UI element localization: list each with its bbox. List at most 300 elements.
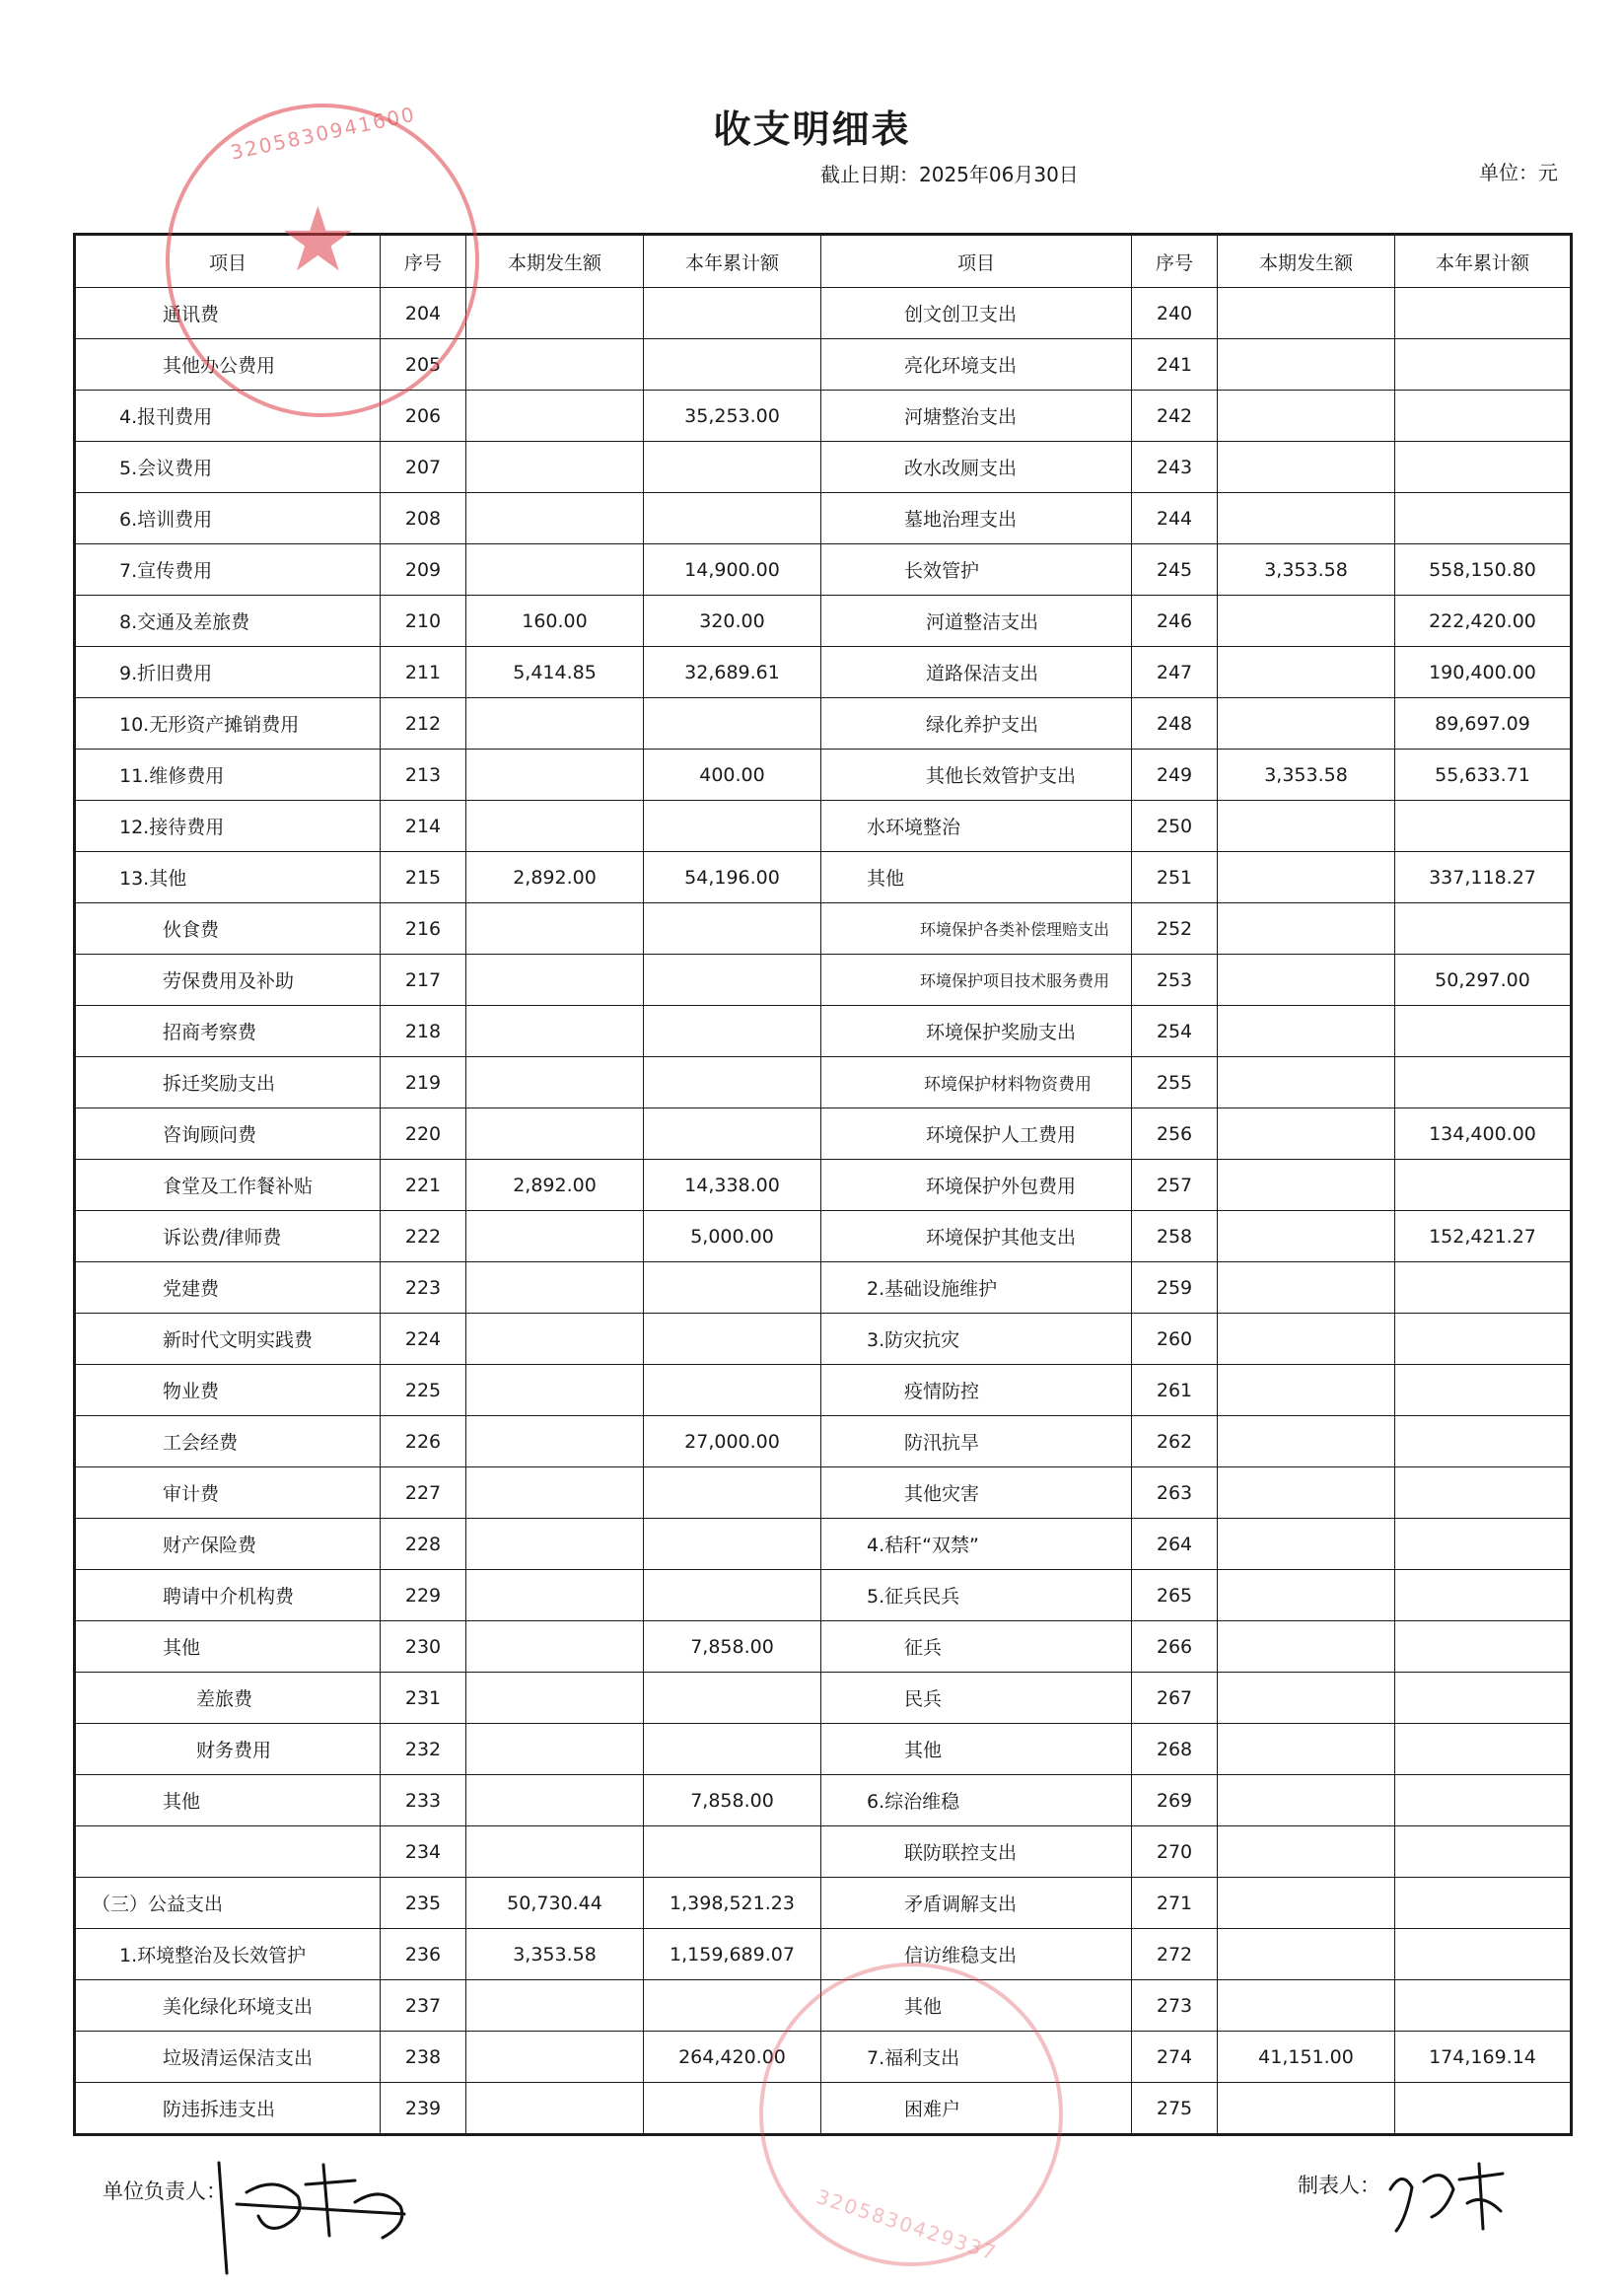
cell-item-left: 6.培训费用 (75, 493, 381, 544)
cell-item-left: 咨询顾问费 (75, 1108, 381, 1160)
cell-item-right: 防汛抗旱 (821, 1416, 1132, 1467)
cell-no-left: 217 (381, 955, 466, 1006)
cell-item-left: 财务费用 (75, 1724, 381, 1775)
cell-item-left: 5.会议费用 (75, 442, 381, 493)
cell-ytd-right (1395, 1160, 1572, 1211)
cell-current-right (1218, 1057, 1395, 1108)
cell-no-left: 205 (381, 339, 466, 391)
cell-current-right (1218, 1416, 1395, 1467)
cell-no-left: 204 (381, 288, 466, 339)
cell-current-right (1218, 852, 1395, 903)
cell-current-left: 50,730.44 (466, 1878, 644, 1929)
cell-current-left (466, 1775, 644, 1826)
cell-item-left: 新时代文明实践费 (75, 1314, 381, 1365)
cell-no-left: 232 (381, 1724, 466, 1775)
cell-ytd-left: 14,338.00 (644, 1160, 821, 1211)
cell-ytd-left: 264,420.00 (644, 2032, 821, 2083)
cell-no-left: 222 (381, 1211, 466, 1262)
seal-code-top: 3205830941600 (228, 102, 418, 165)
cell-current-right (1218, 1673, 1395, 1724)
cell-current-left (466, 1519, 644, 1570)
cell-current-right (1218, 1467, 1395, 1519)
cell-no-left: 238 (381, 2032, 466, 2083)
cell-current-left (466, 1416, 644, 1467)
header-current-left: 本期发生额 (466, 235, 644, 288)
cell-no-left: 216 (381, 903, 466, 955)
cell-ytd-left (644, 1057, 821, 1108)
cell-no-left: 237 (381, 1980, 466, 2032)
cell-no-left: 230 (381, 1621, 466, 1673)
cell-item-left: 聘请中介机构费 (75, 1570, 381, 1621)
cell-item-right: 改水改厕支出 (821, 442, 1132, 493)
header-item-right: 项目 (821, 235, 1132, 288)
table-row (75, 1211, 1572, 1262)
cell-no-left: 214 (381, 801, 466, 852)
cell-ytd-left (644, 1826, 821, 1878)
cell-ytd-right (1395, 801, 1572, 852)
table-row (75, 596, 1572, 647)
cell-item-left: 其他 (75, 1775, 381, 1826)
cell-ytd-left (644, 1314, 821, 1365)
cell-current-right: 41,151.00 (1218, 2032, 1395, 2083)
cell-current-right (1218, 1211, 1395, 1262)
cell-ytd-left (644, 442, 821, 493)
table-row (75, 1673, 1572, 1724)
table-row (75, 1262, 1572, 1314)
cell-ytd-left: 5,000.00 (644, 1211, 821, 1262)
table-row (75, 698, 1572, 750)
cell-no-left: 236 (381, 1929, 466, 1980)
table-row (75, 955, 1572, 1006)
cell-ytd-right (1395, 2083, 1572, 2135)
unit-head-label: 单位负责人： (103, 2180, 227, 2203)
cell-current-left (466, 801, 644, 852)
cell-current-left: 2,892.00 (466, 1160, 644, 1211)
cell-item-left: 10.无形资产摊销费用 (75, 698, 381, 750)
cell-current-left: 2,892.00 (466, 852, 644, 903)
cell-no-right: 259 (1132, 1262, 1218, 1314)
cell-no-right: 247 (1132, 647, 1218, 698)
cell-ytd-left (644, 1006, 821, 1057)
cell-ytd-right (1395, 1006, 1572, 1057)
cell-current-left (466, 1057, 644, 1108)
table-row (75, 1724, 1572, 1775)
cell-ytd-right: 55,633.71 (1395, 750, 1572, 801)
cell-no-right: 262 (1132, 1416, 1218, 1467)
cell-ytd-left: 14,900.00 (644, 544, 821, 596)
cell-current-left (466, 288, 644, 339)
cell-ytd-right: 190,400.00 (1395, 647, 1572, 698)
cell-ytd-left: 320.00 (644, 596, 821, 647)
table-row (75, 1878, 1572, 1929)
cell-ytd-left (644, 493, 821, 544)
cell-current-right (1218, 1570, 1395, 1621)
cell-no-right: 260 (1132, 1314, 1218, 1365)
cell-no-right: 250 (1132, 801, 1218, 852)
cell-ytd-left: 54,196.00 (644, 852, 821, 903)
cell-item-left: 13.其他 (75, 852, 381, 903)
cell-ytd-right (1395, 1621, 1572, 1673)
cell-item-left: 7.宣传费用 (75, 544, 381, 596)
cell-item-right: 信访维稳支出 (821, 1929, 1132, 1980)
cell-item-right: 6.综治维稳 (821, 1775, 1132, 1826)
cell-no-right: 269 (1132, 1775, 1218, 1826)
cell-ytd-left (644, 1108, 821, 1160)
cell-no-right: 258 (1132, 1211, 1218, 1262)
cell-ytd-right: 89,697.09 (1395, 698, 1572, 750)
cell-ytd-right (1395, 493, 1572, 544)
cell-current-right (1218, 955, 1395, 1006)
cell-item-left: 美化绿化环境支出 (75, 1980, 381, 2032)
cell-current-right (1218, 903, 1395, 955)
cell-ytd-left: 32,689.61 (644, 647, 821, 698)
cell-ytd-left: 1,159,689.07 (644, 1929, 821, 1980)
cell-ytd-left (644, 1467, 821, 1519)
cell-no-right: 265 (1132, 1570, 1218, 1621)
table-row (75, 1108, 1572, 1160)
header-row (75, 235, 1572, 288)
cell-item-right: 4.秸秆“双禁” (821, 1519, 1132, 1570)
table-row (75, 1980, 1572, 2032)
cell-item-right: 其他灾害 (821, 1467, 1132, 1519)
cell-item-left: 其他 (75, 1621, 381, 1673)
cell-item-right: 环境保护项目技术服务费用 (821, 955, 1132, 1006)
cell-current-right (1218, 339, 1395, 391)
table-row (75, 391, 1572, 442)
cell-no-right: 240 (1132, 288, 1218, 339)
cell-ytd-right (1395, 1826, 1572, 1878)
cell-item-right: 环境保护各类补偿理赔支出 (821, 903, 1132, 955)
cell-item-right: 道路保洁支出 (821, 647, 1132, 698)
cell-item-left: 食堂及工作餐补贴 (75, 1160, 381, 1211)
cell-no-right: 243 (1132, 442, 1218, 493)
cell-current-right (1218, 698, 1395, 750)
cell-current-left (466, 1570, 644, 1621)
cell-item-left: 垃圾清运保洁支出 (75, 2032, 381, 2083)
cell-item-left: 其他办公费用 (75, 339, 381, 391)
cell-ytd-left (644, 288, 821, 339)
cell-no-left: 215 (381, 852, 466, 903)
cell-item-left: 党建费 (75, 1262, 381, 1314)
cell-no-right: 242 (1132, 391, 1218, 442)
cell-current-right (1218, 1929, 1395, 1980)
cell-ytd-left (644, 1673, 821, 1724)
cell-ytd-right (1395, 1365, 1572, 1416)
cell-ytd-left (644, 1570, 821, 1621)
cell-current-left (466, 1724, 644, 1775)
cell-no-right: 257 (1132, 1160, 1218, 1211)
cell-no-right: 264 (1132, 1519, 1218, 1570)
cell-ytd-right (1395, 1314, 1572, 1365)
cell-no-left: 207 (381, 442, 466, 493)
cell-current-right (1218, 1262, 1395, 1314)
cell-item-right: 征兵 (821, 1621, 1132, 1673)
cell-current-left (466, 544, 644, 596)
cell-ytd-right (1395, 1519, 1572, 1570)
cell-item-right: 长效管护 (821, 544, 1132, 596)
cell-item-right: 环境保护其他支出 (821, 1211, 1132, 1262)
cell-current-right (1218, 801, 1395, 852)
cell-no-right: 255 (1132, 1057, 1218, 1108)
cell-item-left: 1.环境整治及长效管护 (75, 1929, 381, 1980)
cell-ytd-right (1395, 1980, 1572, 2032)
cell-current-left (466, 339, 644, 391)
table-row (75, 1775, 1572, 1826)
cell-item-right: 其他 (821, 852, 1132, 903)
cell-ytd-left: 400.00 (644, 750, 821, 801)
cell-item-right: 环境保护人工费用 (821, 1108, 1132, 1160)
cell-no-right: 248 (1132, 698, 1218, 750)
table-row (75, 1057, 1572, 1108)
cell-ytd-left (644, 903, 821, 955)
cell-current-left (466, 391, 644, 442)
table-row (75, 1416, 1572, 1467)
cell-ytd-left (644, 1980, 821, 2032)
cell-current-left (466, 1467, 644, 1519)
cell-no-right: 246 (1132, 596, 1218, 647)
cell-no-left: 220 (381, 1108, 466, 1160)
cell-ytd-left (644, 1519, 821, 1570)
cell-current-right (1218, 1160, 1395, 1211)
cell-no-right: 251 (1132, 852, 1218, 903)
cell-no-right: 254 (1132, 1006, 1218, 1057)
cell-no-left: 209 (381, 544, 466, 596)
cell-no-right: 266 (1132, 1621, 1218, 1673)
table-row (75, 1929, 1572, 1980)
cell-current-left (466, 1826, 644, 1878)
page-title: 收支明细表 (713, 107, 911, 151)
cell-no-left: 233 (381, 1775, 466, 1826)
preparer-label: 制表人： (1298, 2174, 1380, 2197)
cell-no-left: 223 (381, 1262, 466, 1314)
cell-item-right: 5.征兵民兵 (821, 1570, 1132, 1621)
cell-ytd-right (1395, 1262, 1572, 1314)
cell-ytd-right: 152,421.27 (1395, 1211, 1572, 1262)
cell-ytd-right (1395, 1673, 1572, 1724)
table-row (75, 493, 1572, 544)
cell-item-left: 防违拆违支出 (75, 2083, 381, 2135)
table-row (75, 647, 1572, 698)
cell-ytd-left (644, 339, 821, 391)
cell-no-left: 212 (381, 698, 466, 750)
cell-ytd-left: 7,858.00 (644, 1775, 821, 1826)
cell-ytd-right: 174,169.14 (1395, 2032, 1572, 2083)
cell-no-right: 244 (1132, 493, 1218, 544)
cell-item-right: 亮化环境支出 (821, 339, 1132, 391)
header-no-left: 序号 (381, 235, 466, 288)
cell-item-right: 环境保护奖励支出 (821, 1006, 1132, 1057)
cell-item-left: 劳保费用及补助 (75, 955, 381, 1006)
cell-item-right: 墓地治理支出 (821, 493, 1132, 544)
cell-no-left: 234 (381, 1826, 466, 1878)
cell-no-right: 267 (1132, 1673, 1218, 1724)
cell-current-right (1218, 1006, 1395, 1057)
cell-item-left: 工会经费 (75, 1416, 381, 1467)
seal-code-bottom: 3205830429337 (812, 2184, 1001, 2265)
header-ytd-right: 本年累计额 (1395, 235, 1572, 288)
cell-item-left: 财产保险费 (75, 1519, 381, 1570)
cell-current-right (1218, 391, 1395, 442)
cell-item-left: 差旅费 (75, 1673, 381, 1724)
cell-item-right: 河塘整治支出 (821, 391, 1132, 442)
cell-ytd-left (644, 1724, 821, 1775)
cell-no-right: 256 (1132, 1108, 1218, 1160)
cell-item-right: 7.福利支出 (821, 2032, 1132, 2083)
cell-ytd-left: 1,398,521.23 (644, 1878, 821, 1929)
cell-item-right: 矛盾调解支出 (821, 1878, 1132, 1929)
header-current-right: 本期发生额 (1218, 235, 1395, 288)
cell-current-left: 5,414.85 (466, 647, 644, 698)
cell-no-left: 210 (381, 596, 466, 647)
cell-current-right (1218, 2083, 1395, 2135)
table-row (75, 903, 1572, 955)
cell-no-right: 272 (1132, 1929, 1218, 1980)
preparer-signature (1384, 2160, 1513, 2239)
cell-item-left: 8.交通及差旅费 (75, 596, 381, 647)
unit-head-signature (207, 2145, 434, 2283)
cell-current-right (1218, 1108, 1395, 1160)
cell-item-left: 诉讼费/律师费 (75, 1211, 381, 1262)
cell-ytd-right (1395, 1929, 1572, 1980)
cell-item-left (75, 1826, 381, 1878)
cell-current-left (466, 2083, 644, 2135)
cell-current-left (466, 750, 644, 801)
table-row (75, 1826, 1572, 1878)
header-ytd-left: 本年累计额 (644, 235, 821, 288)
cell-current-left (466, 1621, 644, 1673)
cell-item-left: 审计费 (75, 1467, 381, 1519)
cell-current-right (1218, 1519, 1395, 1570)
cell-item-right: 困难户 (821, 2083, 1132, 2135)
cell-current-right (1218, 1314, 1395, 1365)
cell-no-right: 241 (1132, 339, 1218, 391)
table-row (75, 339, 1572, 391)
cell-ytd-left (644, 1365, 821, 1416)
cell-item-left: 招商考察费 (75, 1006, 381, 1057)
cell-no-left: 225 (381, 1365, 466, 1416)
cell-item-right: 疫情防控 (821, 1365, 1132, 1416)
cell-ytd-left (644, 1262, 821, 1314)
cell-current-left (466, 1365, 644, 1416)
cell-current-left (466, 698, 644, 750)
cell-current-left (466, 903, 644, 955)
cell-item-left: （三）公益支出 (75, 1878, 381, 1929)
cell-item-right: 环境保护材料物资费用 (821, 1057, 1132, 1108)
cell-item-left: 11.维修费用 (75, 750, 381, 801)
cell-no-left: 229 (381, 1570, 466, 1621)
cell-current-right (1218, 442, 1395, 493)
cell-no-left: 235 (381, 1878, 466, 1929)
cell-current-right: 3,353.58 (1218, 750, 1395, 801)
table-row (75, 1621, 1572, 1673)
cell-item-left: 4.报刊费用 (75, 391, 381, 442)
cell-item-left: 12.接待费用 (75, 801, 381, 852)
cell-current-right (1218, 1724, 1395, 1775)
cell-ytd-right (1395, 903, 1572, 955)
cell-no-left: 208 (381, 493, 466, 544)
cell-current-left (466, 493, 644, 544)
cell-no-left: 224 (381, 1314, 466, 1365)
ledger-table (73, 233, 1573, 2136)
cell-ytd-right (1395, 1724, 1572, 1775)
cell-ytd-right: 50,297.00 (1395, 955, 1572, 1006)
table-row (75, 1570, 1572, 1621)
cell-no-left: 218 (381, 1006, 466, 1057)
cell-item-right: 3.防灾抗灾 (821, 1314, 1132, 1365)
cell-current-right (1218, 288, 1395, 339)
cell-ytd-right (1395, 339, 1572, 391)
cell-no-left: 221 (381, 1160, 466, 1211)
table-row (75, 2083, 1572, 2135)
cell-current-right (1218, 1826, 1395, 1878)
cell-item-right: 民兵 (821, 1673, 1132, 1724)
cell-current-left (466, 442, 644, 493)
cell-no-right: 253 (1132, 955, 1218, 1006)
cell-ytd-right: 222,420.00 (1395, 596, 1572, 647)
table-row (75, 288, 1572, 339)
cell-item-right: 其他 (821, 1980, 1132, 2032)
cell-current-right (1218, 1621, 1395, 1673)
cell-no-left: 226 (381, 1416, 466, 1467)
cell-item-right: 其他 (821, 1724, 1132, 1775)
cell-no-right: 270 (1132, 1826, 1218, 1878)
cell-no-right: 263 (1132, 1467, 1218, 1519)
cell-current-left (466, 1211, 644, 1262)
cell-ytd-right (1395, 1416, 1572, 1467)
cell-item-right: 联防联控支出 (821, 1826, 1132, 1878)
cell-current-left: 160.00 (466, 596, 644, 647)
cell-item-left: 物业费 (75, 1365, 381, 1416)
unit-label: 单位：元 (1479, 161, 1558, 184)
cell-item-right: 其他长效管护支出 (821, 750, 1132, 801)
cell-no-left: 228 (381, 1519, 466, 1570)
cell-ytd-left (644, 698, 821, 750)
cell-item-right: 绿化养护支出 (821, 698, 1132, 750)
cell-item-right: 创文创卫支出 (821, 288, 1132, 339)
cell-no-left: 206 (381, 391, 466, 442)
cell-no-right: 274 (1132, 2032, 1218, 2083)
cell-item-left: 通讯费 (75, 288, 381, 339)
cell-no-right: 245 (1132, 544, 1218, 596)
cell-item-left: 9.折旧费用 (75, 647, 381, 698)
cell-current-left (466, 1108, 644, 1160)
cell-no-right: 275 (1132, 2083, 1218, 2135)
table-row (75, 544, 1572, 596)
cell-ytd-left: 7,858.00 (644, 1621, 821, 1673)
cell-current-right (1218, 1980, 1395, 2032)
cell-item-right: 2.基础设施维护 (821, 1262, 1132, 1314)
table-row (75, 2032, 1572, 2083)
table-row (75, 852, 1572, 903)
table-row (75, 1519, 1572, 1570)
cell-current-left (466, 1980, 644, 2032)
cell-current-right (1218, 1365, 1395, 1416)
cell-ytd-right (1395, 442, 1572, 493)
cell-current-left (466, 2032, 644, 2083)
table-row (75, 750, 1572, 801)
table-row (75, 1365, 1572, 1416)
cell-no-left: 231 (381, 1673, 466, 1724)
cell-item-left: 伙食费 (75, 903, 381, 955)
cell-ytd-left (644, 801, 821, 852)
cell-current-right (1218, 1878, 1395, 1929)
cell-current-left (466, 1673, 644, 1724)
cell-current-right (1218, 493, 1395, 544)
cell-current-left (466, 1314, 644, 1365)
cell-current-right: 3,353.58 (1218, 544, 1395, 596)
cell-no-right: 249 (1132, 750, 1218, 801)
cell-current-right (1218, 1775, 1395, 1826)
